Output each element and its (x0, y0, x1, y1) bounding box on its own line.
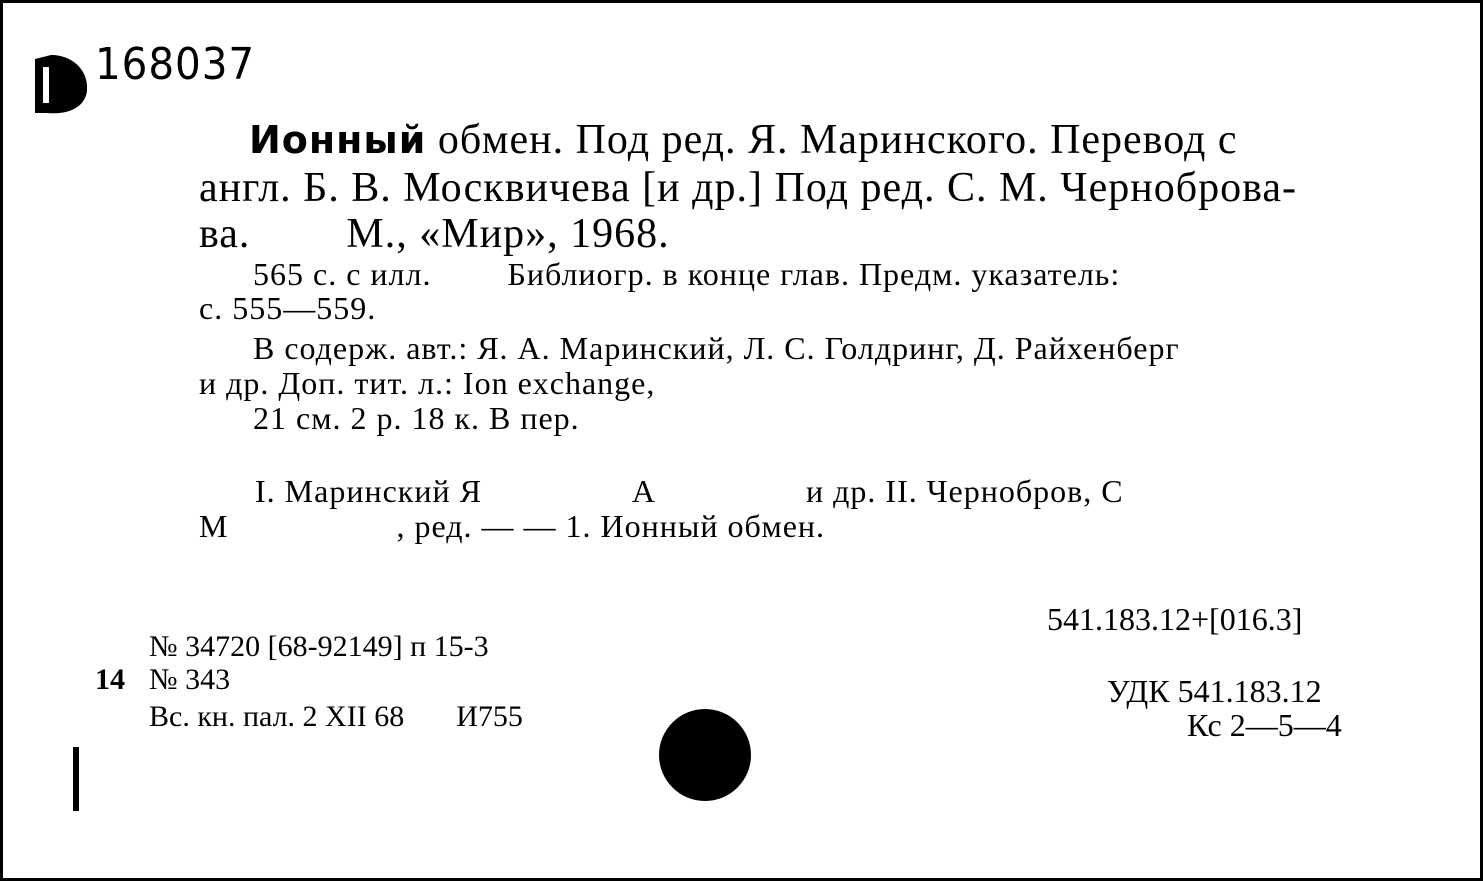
title-line-3-start: ва. (199, 211, 251, 257)
contents-note-2: и др. Доп. тит. л.: Ion exchange, (199, 365, 656, 401)
physical-description-1 (253, 256, 1120, 292)
chamber-date: Вс. кн. пал. 2 XII 68 (149, 700, 405, 733)
title-line-1 (249, 117, 1238, 163)
title-line-1-rest: обмен. Под ред. Я. Маринского. Перевод с (437, 117, 1238, 163)
tracing-editor: и др. II. Чернобров, С (806, 473, 1124, 509)
count-line (95, 663, 230, 697)
pagination: 565 с. с илл. (253, 256, 432, 292)
tracing-line-2 (199, 508, 825, 544)
count-prefix: 14 (95, 663, 125, 696)
tracing-line-1 (255, 473, 1124, 509)
tracing-initial: А (631, 473, 657, 509)
chamber-code: И755 (456, 700, 523, 733)
tracing-author: I. Маринский Я (255, 473, 482, 509)
contents-note-1: В содерж. авт.: Я. А. Маринский, Л. С. Голдринг, Д. Райхенберг (253, 330, 1180, 366)
inventory-number: 168037 (95, 39, 256, 90)
title-line-2: англ. Б. В. Москвичева [и др.] Под ред. С. М. Черноброва- (199, 165, 1297, 211)
udc-index: УДК 541.183.12 (1107, 673, 1322, 709)
title-bold: Ионный (249, 118, 427, 162)
size-price: 21 см. 2 р. 18 к. В пер. (253, 400, 580, 436)
chamber-line (149, 700, 523, 734)
bibliography-note: Библиогр. в конце глав. Предм. указатель: (507, 256, 1121, 292)
physical-description-2: с. 555—559. (199, 290, 377, 326)
punch-hole (659, 709, 751, 801)
handwritten-d-mark (29, 41, 93, 117)
pencil-mark (73, 747, 79, 811)
card-code: Кс 2—5—4 (1187, 707, 1342, 743)
imprint: М., «Мир», 1968. (346, 211, 670, 257)
order-number: № 34720 [68-92149] п 15-3 (149, 630, 489, 663)
title-line-3 (199, 211, 670, 257)
tracing-subject: , ред. — — 1. Ионный обмен. (396, 508, 826, 544)
tracing-initial-2: М (199, 508, 229, 544)
count-number: № 343 (149, 663, 231, 696)
classification-index: 541.183.12+[016.3] (1047, 601, 1303, 637)
